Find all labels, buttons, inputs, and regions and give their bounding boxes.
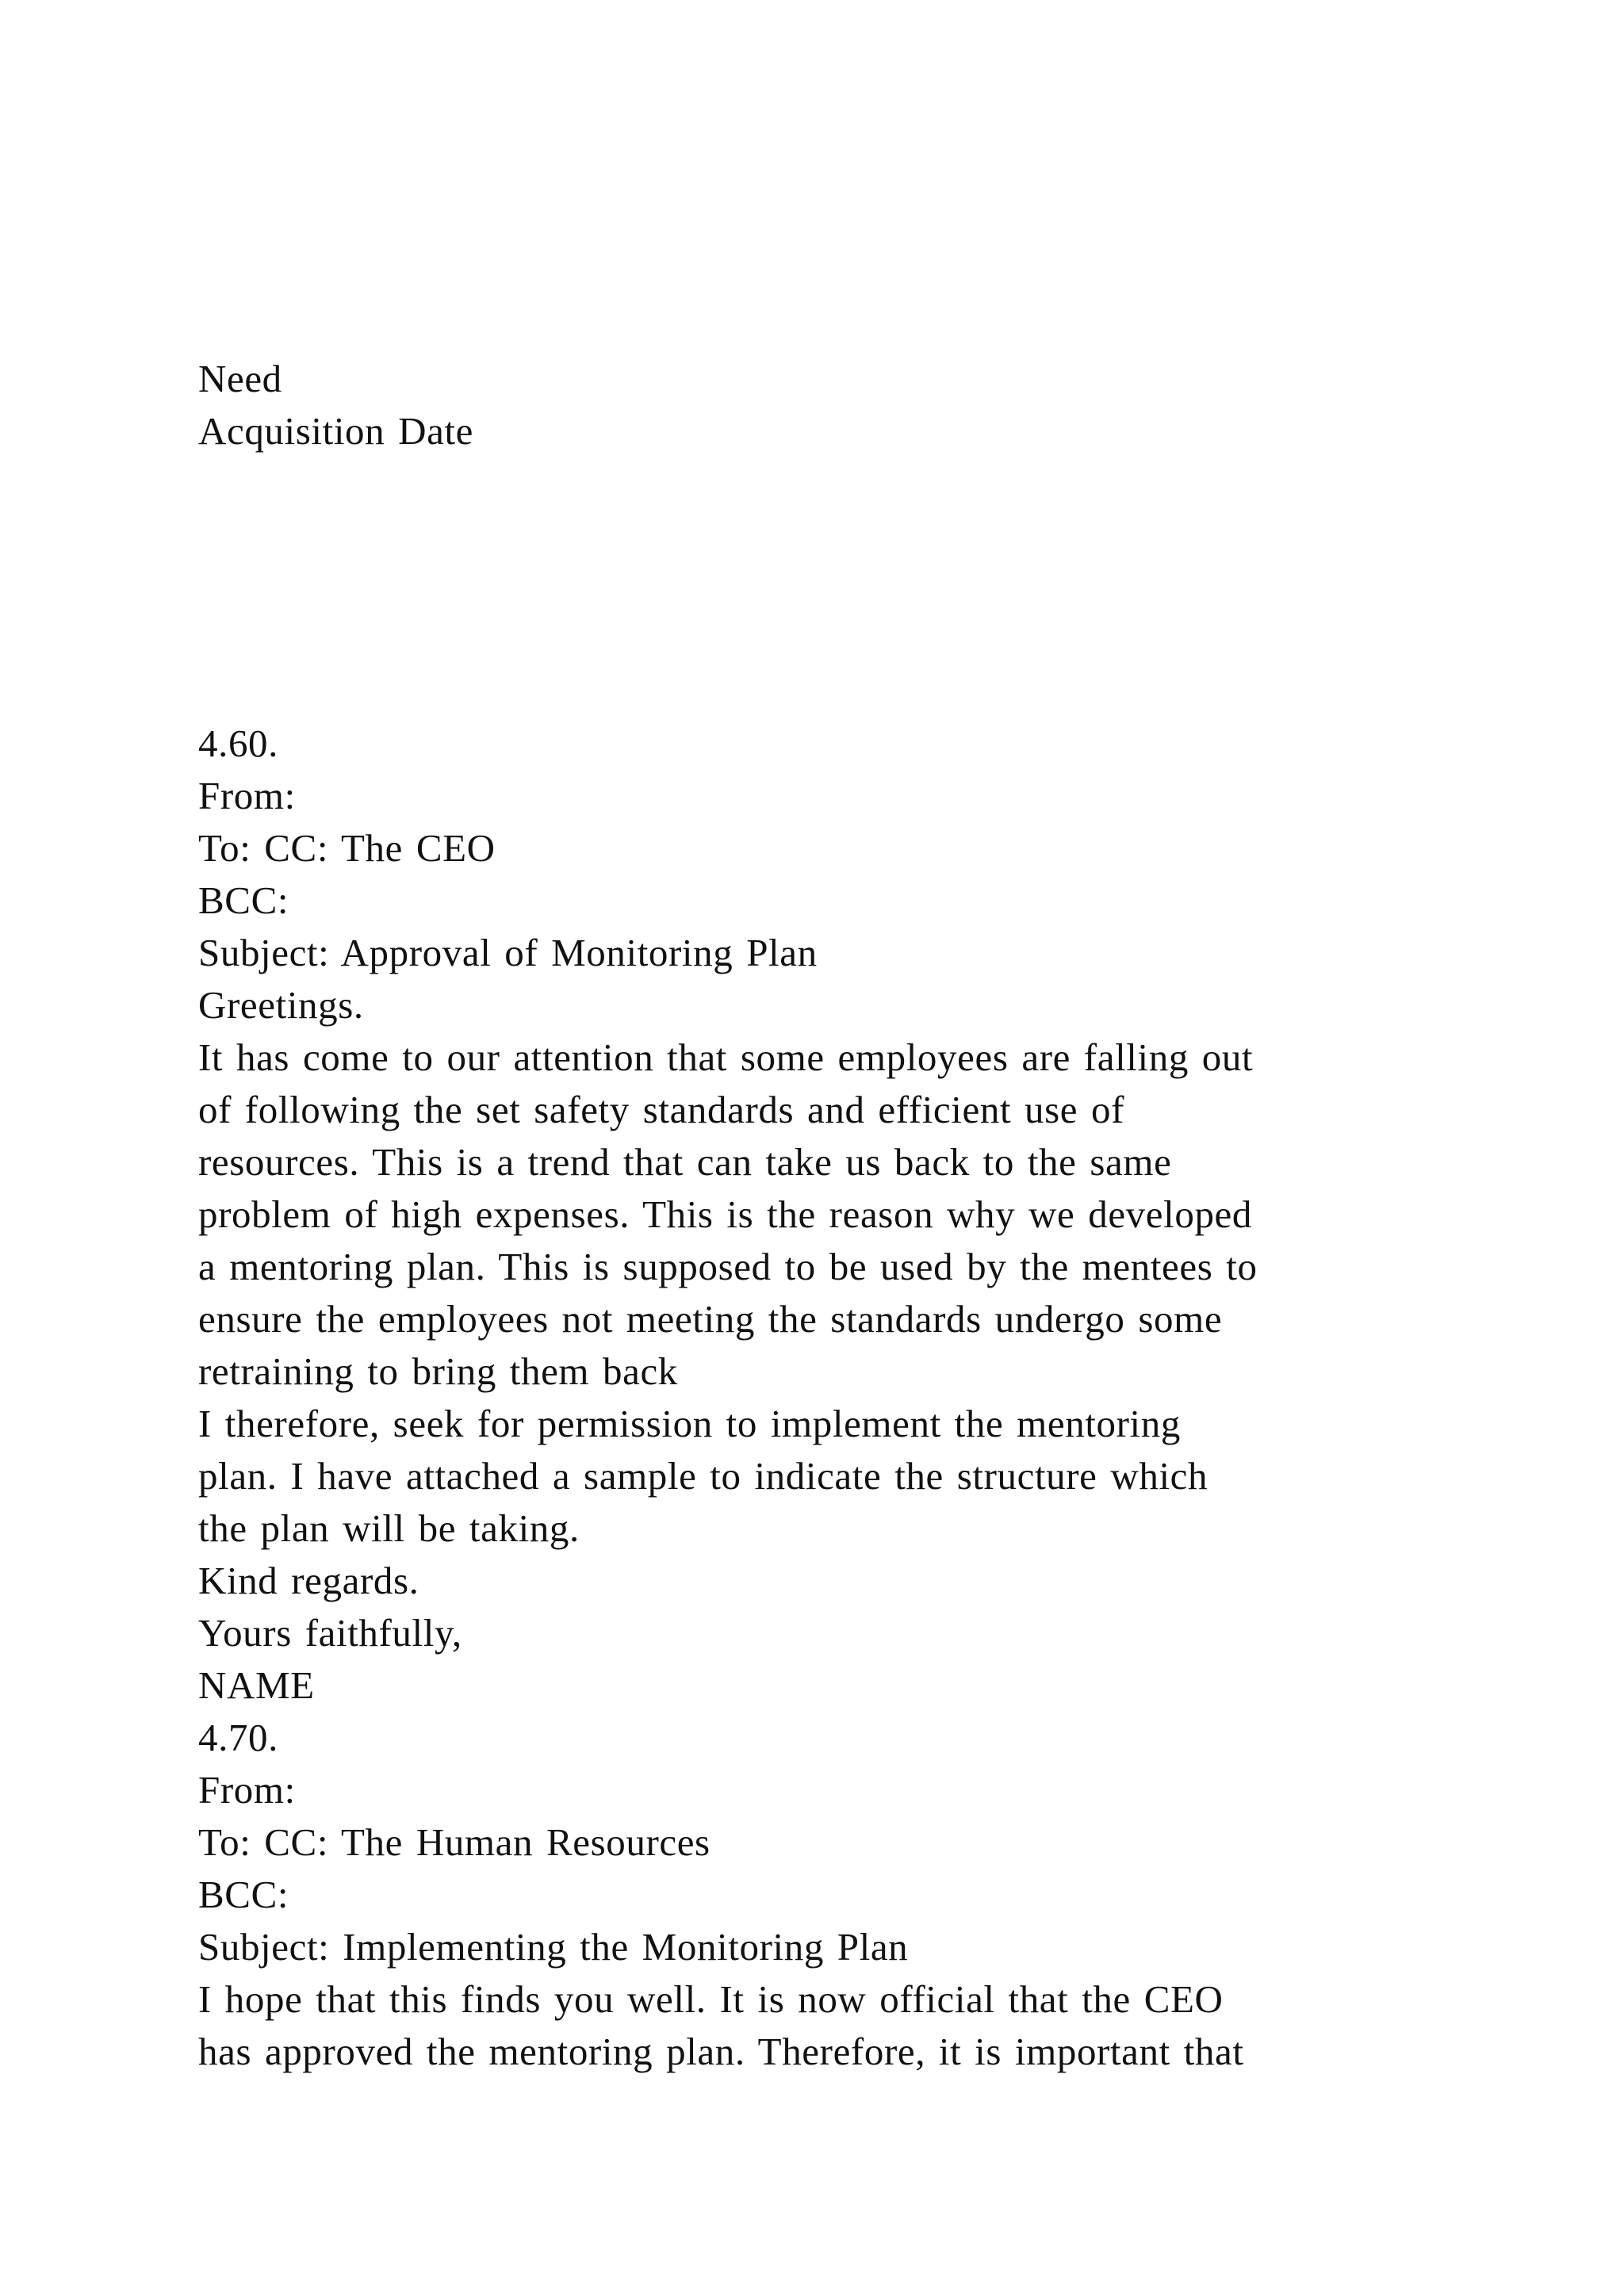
header-line-acquisition-date: Acquisition Date [198,409,474,453]
memo-470-body-line: has approved the mentoring plan. Therefore, it is important that [198,2030,1244,2073]
memo-460-to: To: CC: The CEO [198,826,496,870]
memo-460-body-line: of following the set safety standards and efficient use of [198,1088,1124,1131]
memo-460-body-line: plan. I have attached a sample to indicate the structure which [198,1454,1208,1498]
memo-470-subject: Subject: Implementing the Monitoring Plan [198,1925,909,1969]
memo-470-from: From: [198,1768,296,1812]
memo-460-name: NAME [198,1663,315,1707]
memo-460-signoff: Yours faithfully, [198,1611,462,1655]
memo-460-body-line: problem of high expenses. This is the reason why we developed [198,1192,1252,1236]
memo-460-closing: Kind regards. [198,1559,419,1602]
memo-460-body-line: retraining to bring them back [198,1349,678,1393]
memo-470-bcc: BCC: [198,1873,289,1916]
memo-460-greeting: Greetings. [198,983,364,1027]
header-line-need: Need [198,357,282,400]
memo-460-body-line: I therefore, seek for permission to implement the mentoring [198,1402,1181,1445]
memo-470-number: 4.70. [198,1716,278,1759]
memo-460-body-line: resources. This is a trend that can take us back to the same [198,1140,1172,1184]
memo-460-subject: Subject: Approval of Monitoring Plan [198,931,818,974]
memo-460-body-line: ensure the employees not meeting the standards undergo some [198,1297,1223,1341]
memo-470-body-line: I hope that this finds you well. It is now official that the CEO [198,1977,1224,2021]
memo-470-to: To: CC: The Human Resources [198,1820,710,1864]
memo-460-body-line: It has come to our attention that some employees are falling out [198,1035,1254,1079]
memo-460-number: 4.60. [198,721,278,765]
memo-460-body-line: the plan will be taking. [198,1506,580,1550]
memo-460-bcc: BCC: [198,878,289,922]
memo-460-from: From: [198,774,296,817]
memo-460-body-line: a mentoring plan. This is supposed to be used by the mentees to [198,1245,1258,1288]
